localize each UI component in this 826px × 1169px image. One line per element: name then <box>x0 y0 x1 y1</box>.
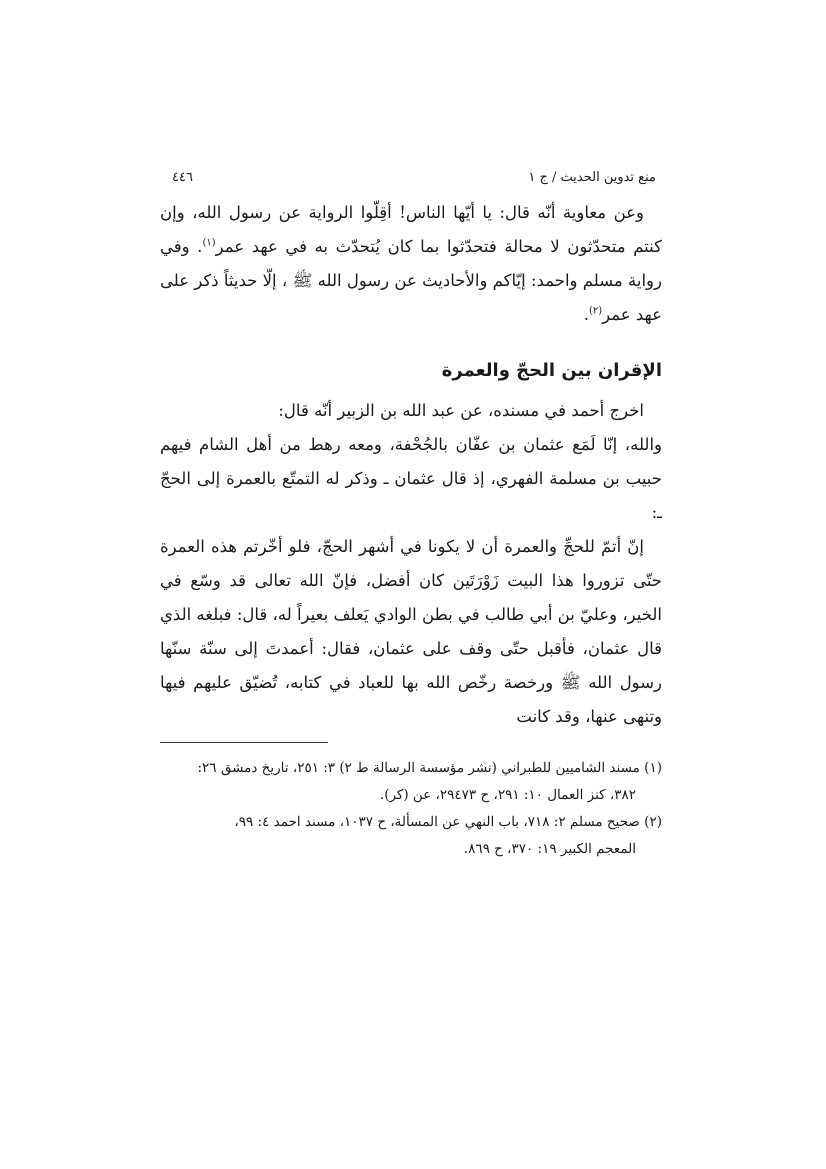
footnote-separator-wrap <box>160 734 662 751</box>
paragraph-muawiya-end: . <box>583 305 589 324</box>
footnote-2-line1: صحيح مسلم ٢: ٧١٨، باب النهي عن المسألة، ح ١٠٣٧، مسند احمد ٤: ٩٩، <box>234 814 640 830</box>
footnote-1-marker: (١) <box>644 760 662 776</box>
main-text <box>160 196 662 863</box>
page-number: ٤٤٦ <box>172 169 193 185</box>
footnote-2-line2: المعجم الكبير ١٩: ٣٧٠، ح ٨٦٩. <box>463 841 636 857</box>
footnote-ref-1[interactable]: (١) <box>202 237 216 249</box>
paragraph-oath: والله، إنّا لَمَع عثمان بن عفّان بالجُحْفة، ومعه رهط من أهل الشام فيهم حبيب بن مسلمة الفهري، إذ قال عثمان ـ وذكر له التمتّع بالعمرة إلى الحجّ ـ: <box>160 435 662 522</box>
footnote-1-line2: ٣٨٢، كنز العمال ١٠: ٢٩١، ح ٢٩٤٧٣، عن (كر). <box>379 787 636 803</box>
footnote-separator <box>160 742 328 743</box>
footnotes <box>160 755 662 863</box>
footnote-ref-2[interactable]: (٢) <box>588 305 603 317</box>
footnote-2 <box>160 809 662 863</box>
running-header <box>172 166 656 188</box>
paragraph-uthman-quote: إنّ أتمّ للحجِّ والعمرة أن لا يكونا في أشهر الحجّ، فلو أخّرتم هذه العمرة حتّى تزوروا هذا البيت زَوْرَتَين كان أفضل، فإنّ الله تعالى قد وسّع في الخير، وعليّ بن أبي طالب في بطن الوادي يَعلف بعيراً له، قال: فبلغه الذي قال عثمان، فأقبل حتّى وقف على عثمان، فقال: أعمدتَ إلى سنّة سنّها رسول الله ﷺ ورخصة رخّص الله بها للعباد في كتابه، تُضيّق عليهم فيها وتنهى عنها، وقد كانت <box>160 537 662 726</box>
running-title: منع تدوين الحديث / ج ١ <box>528 169 656 185</box>
footnote-1-line1: مسند الشاميين للطبراني (نشر مؤسسة الرسالة ط ٢) ٣: ٢٥١، تاريخ دمشق ٢٦: <box>197 760 640 776</box>
paragraph-ahmad: اخرج أحمد في مسنده، عن عبد الله بن الزبير أنّه قال: <box>278 401 644 420</box>
paragraph-muawiya-text: وعن معاوية أنّه قال: يا أيّها الناس! أقِلّوا الرواية عن رسول الله، وإن كنتم متحدّثون لا محالة فتحدّثوا بما كان يُتحدّث به في عهد عمر <box>160 203 662 256</box>
paragraph-muawiya <box>160 196 662 332</box>
section-heading: الإقران بين الحجّ والعمرة <box>441 360 662 381</box>
footnote-2-marker: (٢) <box>644 814 662 830</box>
paragraph-muawiya-cont: . وفي رواية مسلم واحمد: إيّاكم والأحاديث عن رسول الله ﷺ ، إلّا حديثاً ذكر على عهد عمر <box>160 237 662 324</box>
footnote-1 <box>160 755 662 809</box>
